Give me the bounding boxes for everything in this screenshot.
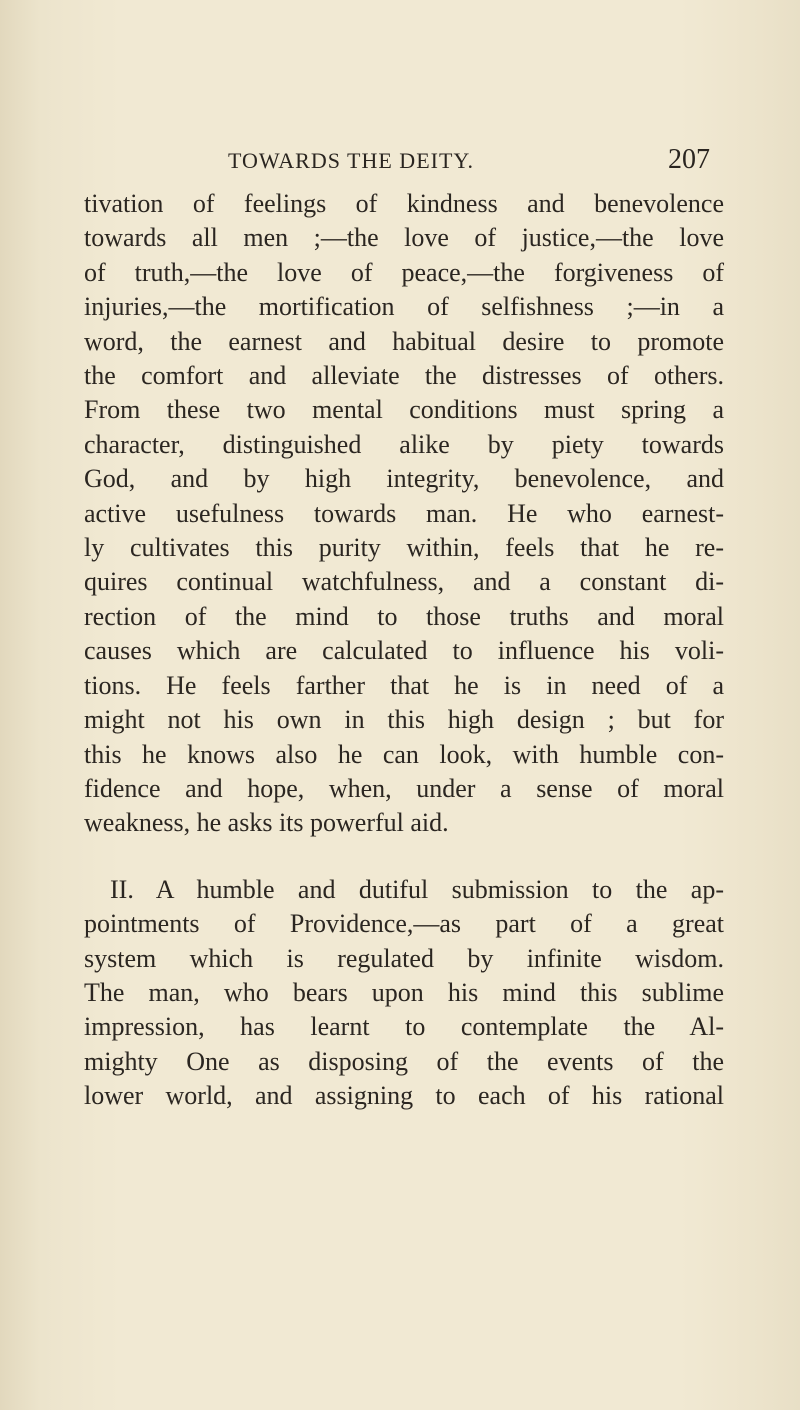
text-line: ly cultivates this purity within, feels that he re-: [84, 533, 724, 563]
body-text: [84, 187, 724, 1114]
text-line: system which is regulated by infinite wisdom.: [84, 943, 724, 973]
running-head-title: TOWARDS THE DEITY.: [228, 148, 474, 173]
text-line: this he knows also he can look, with humble con-: [84, 739, 724, 769]
text-line: causes which are calculated to influence his voli-: [84, 636, 724, 666]
text-line: word, the earnest and habitual desire to promote: [84, 326, 724, 356]
text-line: From these two mental conditions must spring a: [84, 395, 724, 425]
text-line: rection of the mind to those truths and moral: [84, 601, 724, 631]
text-line: lower world, and assigning to each of his rational: [84, 1081, 724, 1111]
paragraph-2: [84, 873, 724, 1114]
text-line: towards all men ;—the love of justice,—the love: [84, 223, 724, 253]
text-line: active usefulness towards man. He who earnest-: [84, 498, 724, 528]
paragraph-gap: [84, 841, 724, 873]
text-line: of truth,—the love of peace,—the forgiveness of: [84, 257, 724, 287]
text-line: weakness, he asks its powerful aid.: [84, 808, 449, 838]
text-line: fidence and hope, when, under a sense of moral: [84, 773, 724, 803]
text-line: The man, who bears upon his mind this sublime: [84, 977, 724, 1007]
text-line: the comfort and alleviate the distresses of others.: [84, 361, 724, 391]
text-line: tions. He feels farther that he is in need of a: [84, 670, 724, 700]
text-line: might not his own in this high design ; but for: [84, 705, 724, 735]
text-line: injuries,—the mortification of selfishness ;—in a: [84, 292, 724, 322]
text-line: mighty One as disposing of the events of the: [84, 1046, 724, 1076]
text-line: pointments of Providence,—as part of a great: [84, 909, 724, 939]
text-line: impression, has learnt to contemplate the Al-: [84, 1012, 724, 1042]
page-number: 207: [668, 144, 710, 175]
text-line: II. A humble and dutiful submission to the ap-: [110, 874, 724, 904]
text-line: tivation of feelings of kindness and benevolence: [84, 189, 724, 218]
text-line: character, distinguished alike by piety towards: [84, 429, 724, 459]
paragraph-1: [84, 187, 724, 841]
text-line: quires continual watchfulness, and a constant di-: [84, 567, 724, 597]
text-line: God, and by high integrity, benevolence, and: [84, 464, 724, 494]
running-head: [0, 144, 800, 182]
